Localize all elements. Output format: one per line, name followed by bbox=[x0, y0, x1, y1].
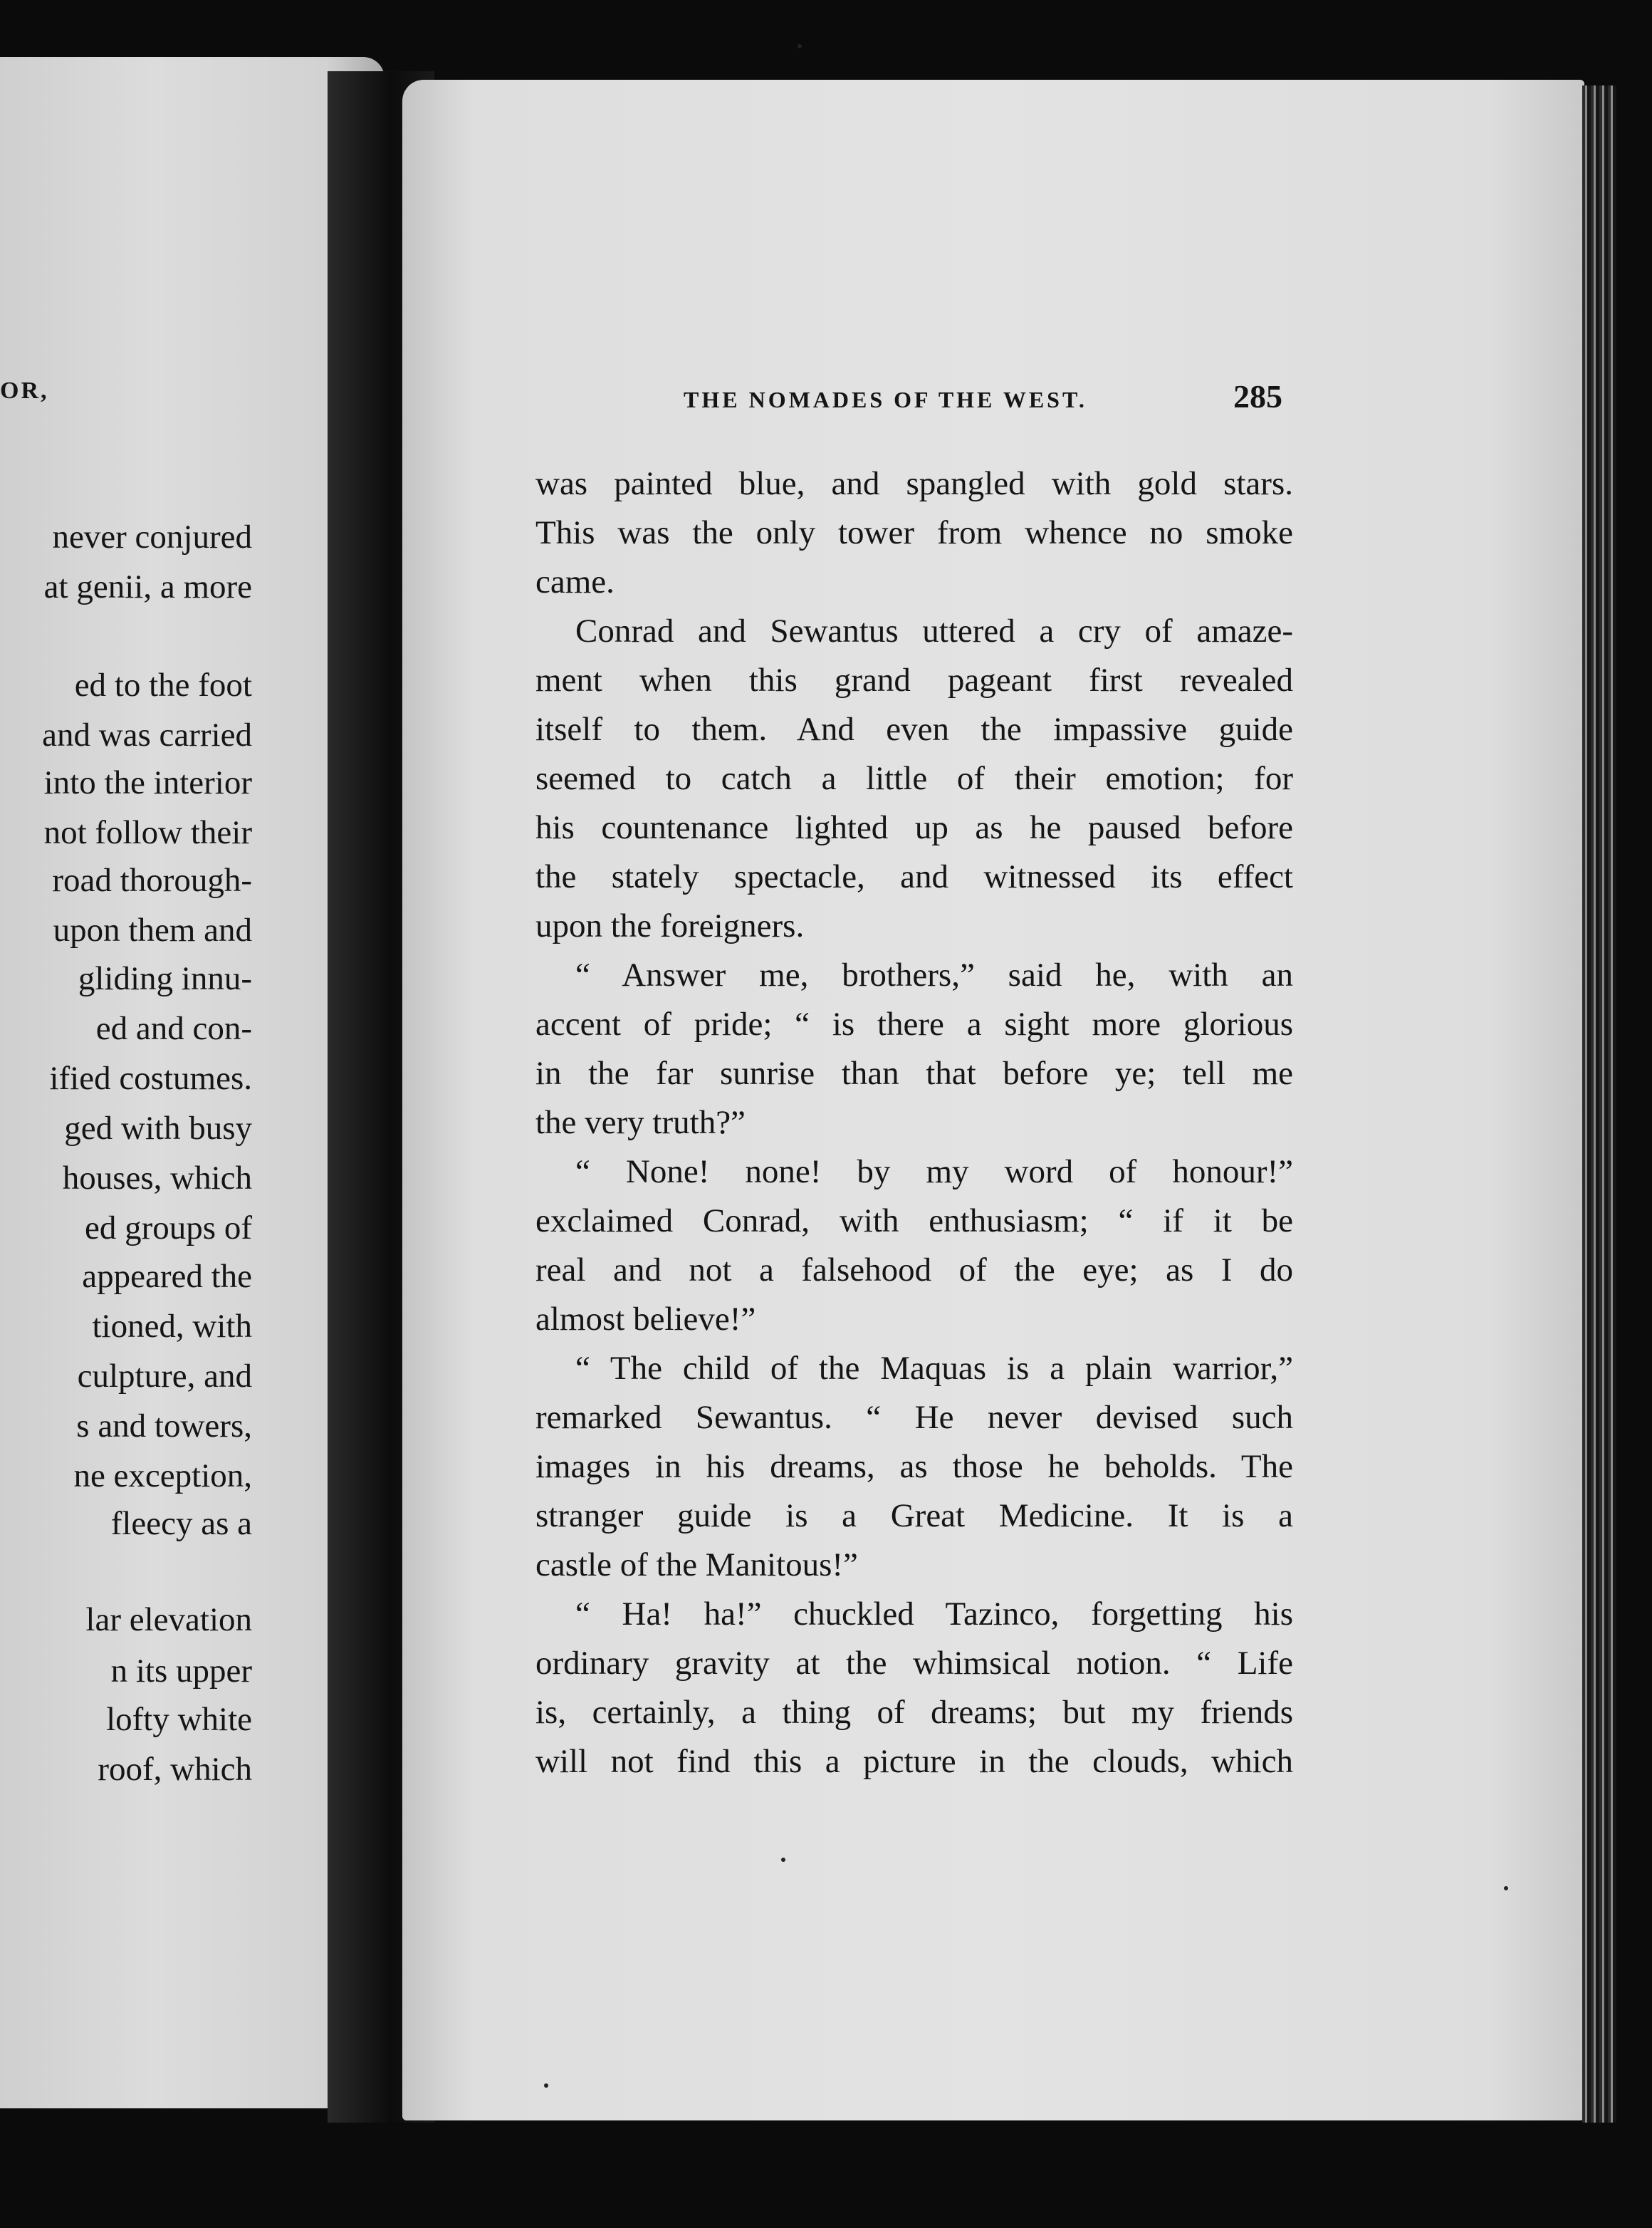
left-text-line: ified costumes. bbox=[49, 1060, 252, 1097]
text-line: stranger guide is a Great Medicine. It is a bbox=[535, 1497, 1293, 1534]
text-line: the stately spectacle, and witnessed its effect bbox=[535, 858, 1293, 895]
left-text-line: at genii, a more bbox=[43, 568, 252, 605]
text-line: castle of the Manitous!” bbox=[535, 1546, 858, 1583]
page-edges bbox=[1582, 85, 1616, 2123]
left-text-line: gliding innu- bbox=[78, 960, 252, 997]
left-text-line: not follow their bbox=[43, 814, 252, 851]
left-page-text bbox=[0, 57, 385, 2108]
text-line: is, certainly, a thing of dreams; but my friends bbox=[535, 1694, 1293, 1731]
left-text-line: roof, which bbox=[98, 1751, 252, 1788]
scan-speck bbox=[544, 2083, 548, 2088]
text-line: Conrad and Sewantus uttered a cry of amaze- bbox=[575, 613, 1293, 650]
text-line: accent of pride; “ is there a sight more glorious bbox=[535, 1006, 1293, 1043]
text-line: real and not a falsehood of the eye; as I do bbox=[535, 1251, 1293, 1289]
text-line: images in his dreams, as those he beholds. The bbox=[535, 1448, 1293, 1485]
left-text-line: into the interior bbox=[43, 764, 252, 801]
left-text-line: lar elevation bbox=[85, 1601, 252, 1638]
page-number: 285 bbox=[1233, 378, 1282, 415]
text-line: was painted blue, and spangled with gold stars. bbox=[535, 465, 1293, 502]
left-text-line: road thorough- bbox=[52, 862, 252, 899]
body-text bbox=[535, 459, 1293, 1786]
left-text-line: ged with busy bbox=[64, 1110, 252, 1147]
text-line: exclaimed Conrad, with enthusiasm; “ if it be bbox=[535, 1202, 1293, 1239]
text-line: will not find this a picture in the clouds, which bbox=[535, 1743, 1293, 1780]
left-text-line: upon them and bbox=[53, 912, 252, 949]
left-text-line: ed to the foot bbox=[74, 667, 252, 704]
text-line: ment when this grand pageant first revealed bbox=[535, 662, 1293, 699]
left-facing-page bbox=[0, 57, 385, 2108]
text-line: ordinary gravity at the whimsical notion. “ Life bbox=[535, 1645, 1293, 1682]
text-line: itself to them. And even the impassive guide bbox=[535, 711, 1293, 748]
scan-speck bbox=[781, 1858, 785, 1862]
left-text-line: s and towers, bbox=[76, 1407, 252, 1444]
left-text-line: n its upper bbox=[110, 1652, 252, 1690]
left-text-line: fleecy as a bbox=[110, 1505, 252, 1542]
left-text-line: never conjured bbox=[52, 519, 252, 556]
left-running-head-fragment: OR, bbox=[0, 378, 49, 404]
left-text-line: houses, which bbox=[62, 1160, 252, 1197]
text-line: the very truth?” bbox=[535, 1104, 746, 1141]
text-line: came. bbox=[535, 563, 615, 600]
left-text-line: and was carried bbox=[42, 717, 252, 754]
left-text-line: ed groups of bbox=[85, 1209, 252, 1246]
text-line: in the far sunrise than that before ye; tell me bbox=[535, 1055, 1293, 1092]
left-text-line: appeared the bbox=[82, 1258, 252, 1295]
text-line: This was the only tower from whence no smoke bbox=[535, 514, 1293, 551]
text-line: remarked Sewantus. “ He never devised such bbox=[535, 1399, 1293, 1436]
left-text-line: ne exception, bbox=[73, 1457, 252, 1494]
left-text-line: lofty white bbox=[106, 1701, 252, 1738]
scan-speck bbox=[798, 44, 802, 48]
text-line: “ The child of the Maquas is a plain warrior,” bbox=[575, 1350, 1293, 1387]
scan-speck bbox=[1504, 1886, 1508, 1890]
running-head: THE NOMADES OF THE WEST. bbox=[684, 387, 1087, 412]
text-line: “ None! none! by my word of honour!” bbox=[575, 1153, 1293, 1190]
text-line: “ Answer me, brothers,” said he, with an bbox=[575, 957, 1293, 994]
text-line: “ Ha! ha!” chuckled Tazinco, forgetting his bbox=[575, 1595, 1293, 1633]
left-text-line: culpture, and bbox=[77, 1358, 252, 1395]
text-line: almost believe!” bbox=[535, 1301, 756, 1338]
text-line: his countenance lighted up as he paused before bbox=[535, 809, 1293, 846]
text-line: upon the foreigners. bbox=[535, 907, 805, 944]
text-line: seemed to catch a little of their emotion; for bbox=[535, 760, 1293, 797]
left-text-line: ed and con- bbox=[95, 1010, 252, 1047]
left-text-line: tioned, with bbox=[92, 1308, 252, 1345]
